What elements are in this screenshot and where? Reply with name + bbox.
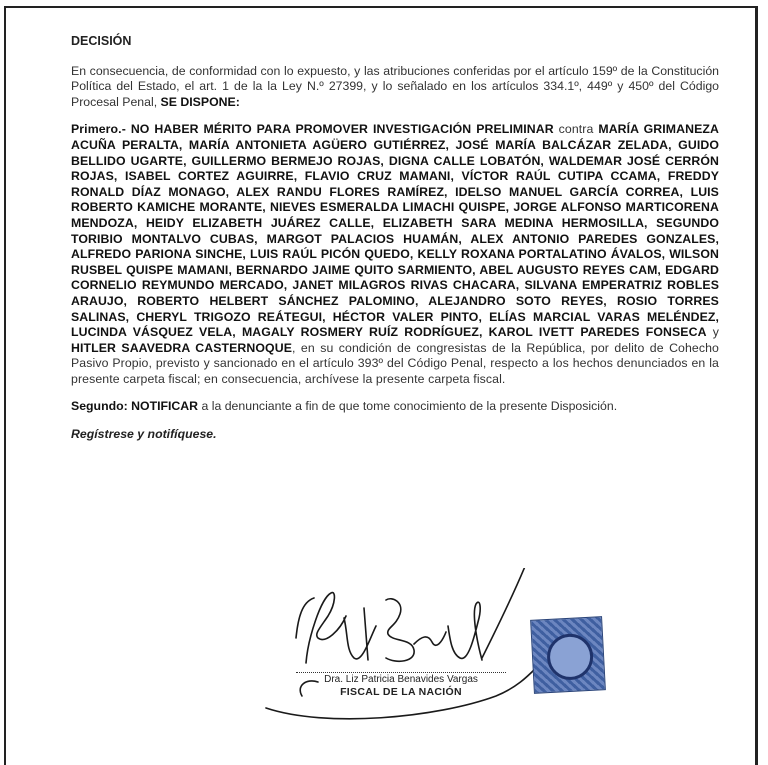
signature-block	[236, 568, 616, 738]
names-list: MARÍA GRIMANEZA ACUÑA PERALTA, MARÍA ANTONIETA AGÜERO GUTIÉRREZ, JOSÉ MARÍA BALCÁZAR ZELADA, GUIDO BELLIDO UGARTE, GUILLERMO BERMEJO ROJAS, DIGNA CALLE LOBATÓN, WALDEMAR JOSÉ CERRÓN ROJAS, ISABEL CORTEZ AGUIRRE, FLAVIO CRUZ MAMANI, VÍCTOR RAÚL CUTIPA CCAMA, FREDDY RONALD DÍAZ MONAGO, ALEX RANDU FLORES RAMÍREZ, IDELSO MANUEL GARCÍA CORREA, LUIS ROBERTO KAMICHE MORANTE, NIEVES ESMERALDA LIMACHI QUISPE, JORGE ALFONSO MARTICORENA MENDOZA, HEIDY ELIZABETH JUÁREZ CALLE, ELIZABETH SARA MEDINA HERMOSILLA, SEGUNDO TORIBIO MONTALVO CUBAS, MARGOT PALACIOS HUAMÁN, ALEX ANTONIO PAREDES GONZALES, ALFREDO PARIONA SINCHE, LUIS RAÚL PICÓN QUEDO, KELLY ROXANA PORTALATINO ÁVALOS, WILSON RUSBEL QUISPE MAMANI, BERNARDO JAIME QUITO SARMIENTO, ABEL AUGUSTO REYES CAM, EDGARD CORNELIO REYMUNDO MERCADO, JANET MILAGROS RIVAS CHACARA, SILVANA EMPERATRIZ ROBLES ARAUJO, ROBERTO HELBERT SÁNCHEZ PALOMINO, ALEJANDRO SOTO REYES, ROSIO TORRES SALINAS, CHERYL TRIGOZO REÁTEGUI, HÉCTOR VALER PINTO, ELÍAS MARCIAL VARAS MELÉNDEZ, LUCINDA VÁSQUEZ VELA, MAGALY ROSMERY RUÍZ RODRÍGUEZ, KAROL IVETT PAREDES FONSECA	[71, 122, 719, 340]
primero-paragraph	[71, 122, 719, 387]
official-stamp	[530, 616, 606, 694]
signatory	[296, 672, 506, 698]
section-heading: DECISIÓN	[71, 34, 132, 48]
primero-label: Primero.-	[71, 122, 126, 137]
segundo-paragraph	[71, 399, 719, 415]
closing-line: Regístrese y notifíquese.	[71, 427, 217, 442]
intro-colon: :	[235, 94, 240, 109]
signatory-title: FISCAL DE LA NACIÓN	[340, 686, 462, 698]
segundo-bold: NOTIFICAR	[127, 399, 199, 414]
document-page	[4, 6, 758, 765]
intro-text: En consecuencia, de conformidad con lo expuesto, y las atribuciones conferidas por el artículo 159º de la Constitución Política del Estado, el art. 1 de la la Ley N.º 27399, y lo señalado en los artículos 334.1º, 449º y 450º del Código Procesal Penal,	[71, 63, 719, 109]
primero-bold: NO HABER MÉRITO PARA PROMOVER INVESTIGACIÓN PRELIMINAR	[125, 122, 554, 137]
document-content	[71, 34, 719, 443]
handwritten-signature	[236, 568, 556, 738]
seal-emblem	[546, 633, 594, 681]
names-last: HITLER SAAVEDRA CASTERNOQUE	[71, 340, 292, 355]
signatory-name: Dra. Liz Patricia Benavides Vargas	[324, 674, 478, 685]
names-comma: ,	[292, 340, 296, 355]
segundo-label: Segundo:	[71, 399, 128, 414]
primero-contra: contra	[553, 122, 594, 137]
segundo-text: a la denunciante a fin de que tome conocimiento de la presente Disposición.	[198, 399, 618, 414]
intro-bold: SE DISPONE	[160, 94, 236, 109]
intro-paragraph	[71, 64, 719, 111]
primero-tail: en su condición de congresistas de la República, por delito de Cohecho Pasivo Propio, previsto y sancionado en el artículo 393º del Código Penal, respecto a los hechos denunciados en la presente carpeta fiscal; en consecuencia, archívese la presente carpeta fiscal.	[71, 340, 719, 386]
names-and: y	[706, 325, 719, 340]
